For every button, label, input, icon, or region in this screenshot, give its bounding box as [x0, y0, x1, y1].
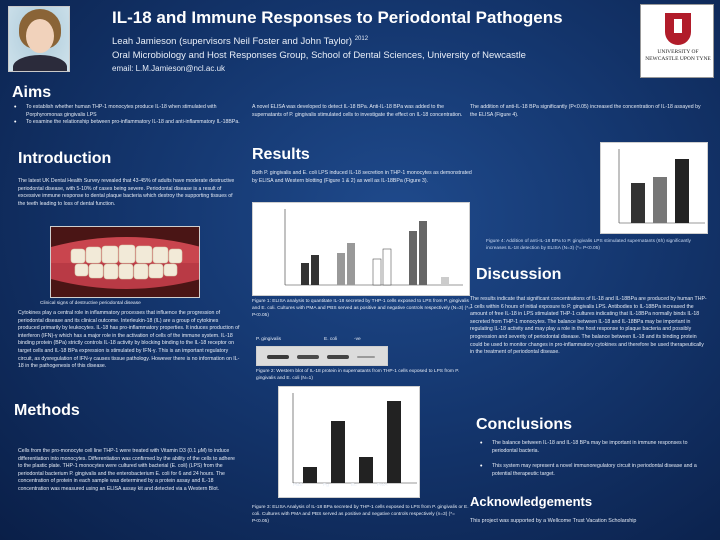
methods-text: Cells from the pro-monocyte cell line THP-1 were treated with Vitamin D3 (0.1 μM) to induce differentiation into monocytes. Differentiation was confirmed by the ability of the cells to adhere to the plastic plate. THP-1 monocytes were cultured with bacterial (E. coli) (LPS) from the periodontal bacterium P. gingivalis and the enterobacterium E. coli for 6 and 24 hours. The concentration of protein in each sample was determined by a protein assay and IL-18 concentration was measured using an ELISA assay kit and detected via a Western Blot.	[18, 448, 235, 492]
author-line	[112, 36, 368, 47]
results-heading: Results	[252, 146, 310, 163]
middle-intro-text: A novel ELISA was developed to detect IL-18 BPa. Anti-IL-18 BPa was added to the supernatants of P. gingivalis stimulated cells to investigate the effect on IL-18 concentration.	[252, 104, 463, 118]
poster-header	[0, 0, 720, 80]
figure-3-caption: Figure 3: ELISA Analysis of IL-18 BPa secreted by THP-1 cells exposed to LPS from P. gingivalis or E. coli. Cultures with PMA and PBS served as positive and negative controls respectively (n=3) (*= P<0.05)	[252, 505, 469, 524]
discussion-heading: Discussion	[476, 266, 562, 283]
figure-1-chart	[252, 202, 470, 296]
figure-1-caption: Figure 1: ELISA analysis to quantitate IL-18 secreted by THP-1 cells exposed to LPS from P. gingivalis and E. coli. Cultures with PMA and PBS served as positive and negative controls respectively (N=3) (*= P<0.05)	[252, 299, 471, 318]
author-email: email: L.M.Jamieson@ncl.ac.uk	[112, 64, 226, 73]
acknowledgements-text: This project was supported by a Wellcome Trust Vacation Scholarship	[470, 518, 637, 524]
crest-icon	[665, 13, 691, 45]
university-logo	[640, 4, 714, 78]
logo-text: UNIVERSITY OF NEWCASTLE UPON TYNE	[645, 49, 711, 62]
aims-heading: Aims	[12, 84, 52, 101]
figure-3-tick-pbs: PBS	[293, 483, 303, 488]
periodontal-photo-caption: Clinical signs of destructive periodontal disease	[40, 301, 141, 306]
figure-2-label-neg: -ve	[354, 337, 361, 342]
author-photo	[8, 6, 70, 72]
figure-2-western-blot	[256, 346, 388, 366]
conclusions-bullet: • This system may represent a novel immunoregulatory circuit in periodontal disease and a potential therapeutic target.	[478, 463, 708, 478]
figure-2-label-ec: E. coli	[324, 337, 338, 342]
author-superscript: 2012	[354, 36, 369, 42]
figure-2-label-pg: P. gingivalis	[256, 337, 281, 342]
figure-4-chart	[600, 142, 708, 234]
figure-3-tick-ec: Ec	[351, 483, 357, 488]
introduction-text: The latest UK Dental Health Survey revealed that 43-45% of adults have moderate destructive periodontal disease, with 5-10% of cases being severe. Periodontal disease is a result of excessive immune response to dental plaque bacteria which destroy the supporting tissues of the teeth leading to loss of dental function.	[18, 178, 235, 207]
aims-bullet: • To examine the relationship between pro-inflammatory IL-18 and anti-inflammatory IL-18BPa.	[12, 119, 240, 127]
aims-bullet: • To establish whether human THP-1 monocytes produce IL-18 when stimulated with Porphyromonas gingivalis LPS	[12, 104, 240, 119]
right-intro-text: The addition of anti-IL-18 BPa significantly (P<0.05) increased the concentration of IL-18 assayed by the ELISA (Figure 4).	[470, 104, 701, 118]
conclusions-heading: Conclusions	[476, 416, 573, 433]
methods-heading: Methods	[14, 402, 80, 419]
periodontal-disease-photo	[50, 226, 200, 298]
conclusions-list	[478, 440, 708, 490]
results-text: Both P. gingivalis and E. coli LPS induced IL-18 secretion in THP-1 monocytes as demonstrated by ELISA and Western blotting (Figure 1 & 2) as well as IL-18BPa (Figure 3).	[252, 170, 472, 184]
discussion-text: The results indicate that significant concentrations of IL-18 and IL-18BPa are produced by human THP-1 cells within 6 hours of initial exposure to P. gingivalis LPS. Antibodies to IL-18BPa increased the amount of free IL-18 in LPS stimulated THP-1 cultures indicating that IL-18BPa normally binds IL-18 secreted from THP-1 monocytes. The balance between IL-18 and IL-18BPa may be important in regulating IL-18 activity and may play a role in the host response to plaque bacteria and possibly progression and severity of periodontal disease. The balance between IL-18 and its binding protein could be used to monitor changes in pro-inflammatory cytokines and therefore be used therapeutically in the treatment of periodontal disease.	[470, 296, 707, 356]
introduction-text-2: Cytokines play a central role in inflammatory processes that influence the progression of periodontal disease and its clinical outcome. Interleukin-18 (IL) are a group of cytokines produced primarily by leukocytes. IL-18 has pro-inflammatory properties. It induces production of interferon (IFN)-γ which has a major role in the activation of cells of the immune system. IL-18 binding protein (BPa) strictly controls IL-18 activity by blocking binding to the IL-18 receptor on target cells and IL-18 BPa expression is stimulated by IFN-γ. This is an important regulatory circuit, as dysregulation of IFN-γ causes tissue pathology. However there is no information on IL-18 in the pathogenesis of this disease.	[18, 310, 240, 370]
figure-3-tick-pma: PMA	[377, 483, 388, 488]
acknowledgements-heading: Acknowledgements	[470, 494, 593, 509]
poster-title: IL-18 and Immune Responses to Periodontal Pathogens	[112, 8, 563, 27]
figure-3-tick-pg: Pg	[323, 483, 329, 488]
conclusions-bullet: • The balance between IL-18 and IL-18 BPa may be important in immune responses to periodontal bacteria.	[478, 440, 708, 455]
figure-2-caption: Figure 2: Western blot of IL-18 protein in supernatants from THP-1 cells exposed to LPS from P. gingivalis and E. coli (N=1)	[256, 369, 460, 381]
figure-4-caption: Figure 4: Addition of anti-IL-18 BPa to P. gingivalis LPS stimulated supernatants (6h) significantly increases IL-18 detection by ELISA (N=3) (*= P<0.05)	[486, 239, 691, 251]
aims-list	[12, 104, 240, 146]
affiliation: Oral Microbiology and Host Responses Group, School of Dental Sciences, University of Newcastle	[112, 50, 526, 61]
author-names: Leah Jamieson (supervisors Neil Foster and John Taylor)	[112, 36, 353, 48]
introduction-heading: Introduction	[18, 150, 112, 167]
